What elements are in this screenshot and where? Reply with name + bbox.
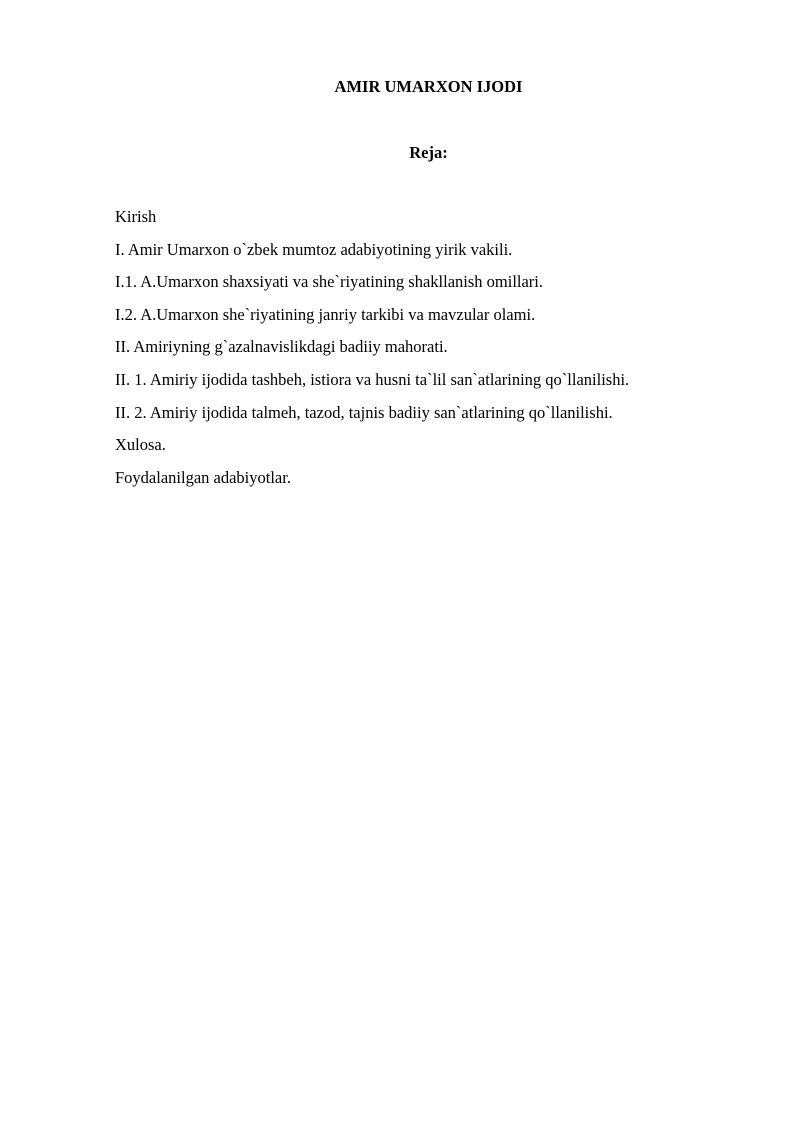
plan-item-chapter-1: I. Amir Umarxon o`zbek mumtoz adabiyotining yirik vakili. — [115, 239, 513, 259]
plan-item-chapter-2: II. Amiriyning g`azalnavislikdagi badiiy mahorati. — [115, 337, 448, 357]
plan-heading: Reja: — [409, 143, 448, 162]
plan-item-section-2-2: II. 2. Amiriy ijodida talmeh, tazod, tajnis badiiy san`atlarining qo`llanilishi. — [115, 402, 613, 422]
plan-item-references: Foydalanilgan adabiyotlar. — [115, 467, 291, 487]
plan-item-section-1-1: I.1. A.Umarxon shaxsiyati va she`riyatining shakllanish omillari. — [115, 272, 544, 292]
plan-list — [115, 206, 755, 499]
plan-item-introduction: Kirish — [115, 207, 157, 226]
plan-item-conclusion: Xulosa. — [115, 435, 166, 455]
plan-item-section-1-2: I.2. A.Umarxon she`riyatining janriy tarkibi va mavzular olami. — [115, 304, 536, 324]
document-title: AMIR UMARXON IJODI — [334, 77, 523, 96]
plan-item-section-2-1: II. 1. Amiriy ijodida tashbeh, istiora va husni ta`lil san`atlarining qo`llanilishi. — [115, 369, 630, 389]
